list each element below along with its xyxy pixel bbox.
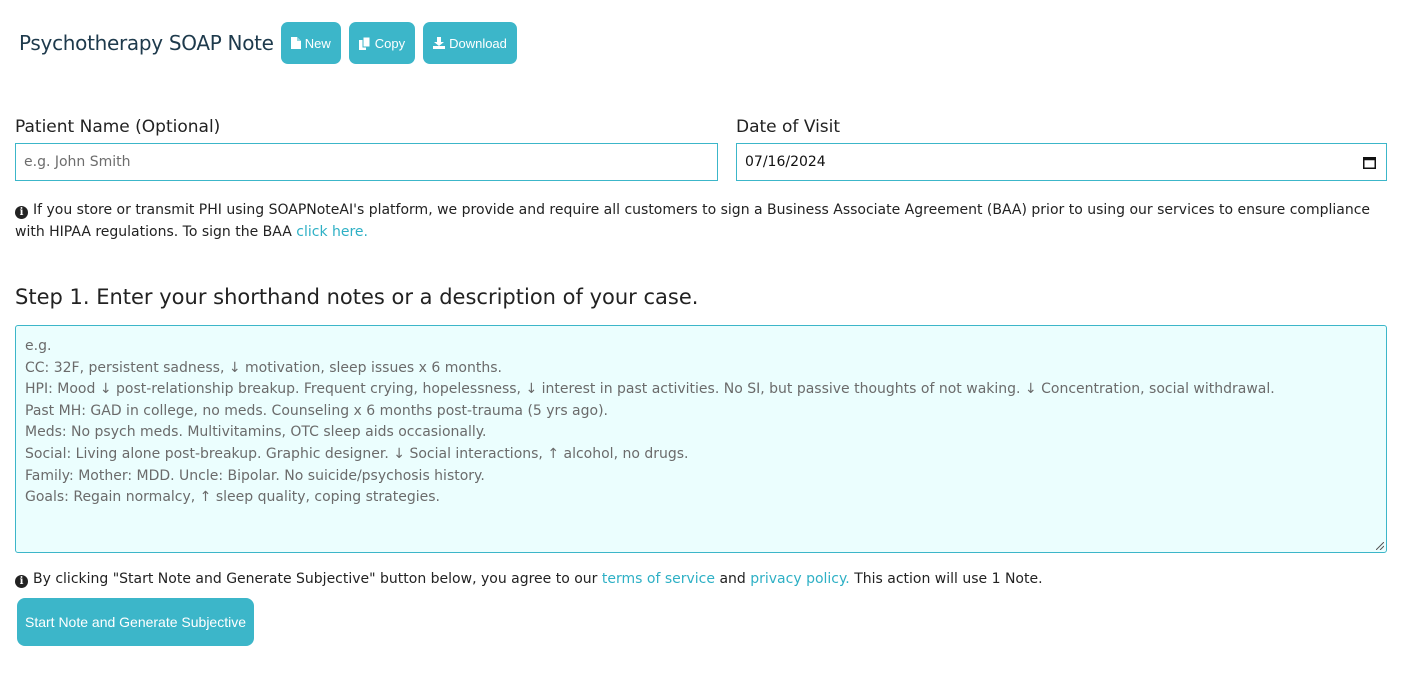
terms-prefix: By clicking "Start Note and Generate Subjective" button below, you agree to our [33, 571, 598, 587]
resize-handle-icon[interactable] [1376, 542, 1384, 550]
notes-placeholder-line: Goals: Regain normalcy, ↑ sleep quality, coping strategies. [25, 489, 440, 506]
date-of-visit-input[interactable] [736, 143, 1387, 181]
patient-name-label: Patient Name (Optional) [15, 117, 221, 137]
page-title: Psychotherapy SOAP Note [19, 31, 274, 55]
copy-button[interactable] [349, 22, 415, 64]
terms-of-service-link[interactable]: terms of service [601, 571, 715, 587]
baa-link[interactable]: click here. [296, 224, 368, 240]
notes-textarea[interactable] [15, 325, 1387, 553]
file-icon [291, 37, 301, 49]
notes-placeholder-line: e.g. [25, 338, 52, 354]
baa-notice [15, 199, 1390, 243]
notes-placeholder-line: Social: Living alone post-breakup. Graphic designer. ↓ Social interactions, ↑ alcohol, no drugs. [25, 445, 689, 462]
date-value: 07/16/2024 [745, 154, 826, 170]
info-icon: i [15, 575, 28, 588]
patient-name-placeholder: e.g. John Smith [24, 154, 131, 170]
download-button-label: Download [449, 35, 507, 51]
copy-icon [359, 37, 371, 50]
notes-placeholder-line: Meds: No psych meds. Multivitamins, OTC sleep aids occasionally. [25, 424, 487, 441]
calendar-icon[interactable] [1363, 156, 1376, 169]
patient-name-input[interactable] [15, 143, 718, 181]
privacy-policy-link[interactable]: privacy policy. [750, 571, 850, 587]
new-button[interactable] [281, 22, 341, 64]
date-of-visit-label: Date of Visit [736, 117, 841, 137]
start-note-button[interactable]: Start Note and Generate Subjective [17, 598, 254, 646]
download-icon [433, 37, 445, 49]
header [19, 22, 525, 64]
info-icon: i [15, 206, 28, 219]
terms-suffix: This action will use 1 Note. [854, 571, 1043, 587]
notes-placeholder-line: CC: 32F, persistent sadness, ↓ motivation, sleep issues x 6 months. [25, 359, 502, 376]
terms-and: and [719, 571, 746, 587]
notes-placeholder-line: Family: Mother: MDD. Uncle: Bipolar. No suicide/psychosis history. [25, 467, 485, 484]
notes-placeholder-line: Past MH: GAD in college, no meds. Counseling x 6 months post-trauma (5 yrs ago). [25, 402, 609, 419]
notes-placeholder-line: HPI: Mood ↓ post-relationship breakup. Frequent crying, hopelessness, ↓ interest in past activities. No SI, but passive thoughts of not waking. ↓ Concentration, social withdrawal. [25, 381, 1275, 398]
new-button-label: New [304, 35, 331, 51]
copy-button-label: Copy [374, 35, 406, 51]
step1-heading: Step 1. Enter your shorthand notes or a description of your case. [15, 285, 699, 309]
baa-notice-text: If you store or transmit PHI using SOAPNoteAI's platform, we provide and require all customers to sign a Business Associate Agreement (BAA) prior to using our services to ensure compliance with HIPAA regulations. To sign the BAA [15, 202, 1371, 240]
download-button[interactable] [423, 22, 517, 64]
terms-notice [15, 568, 1043, 590]
